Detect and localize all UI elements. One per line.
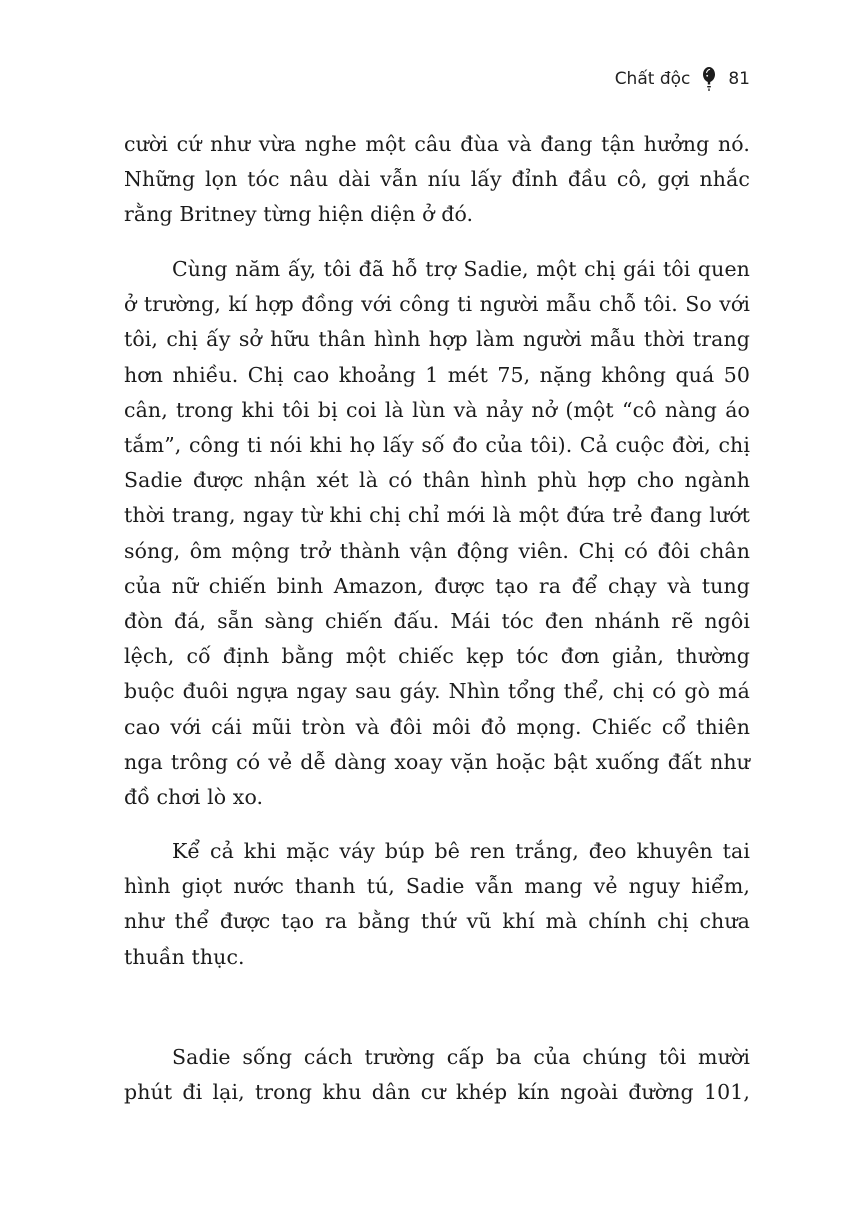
text-line: sóng, ôm mộng trở thành vận động viên. Chị có đôi chân bbox=[124, 538, 750, 563]
text-line: buộc đuôi ngựa ngay sau gáy. Nhìn tổng thể, chị có gò má bbox=[124, 679, 750, 704]
text-line: ở trường, kí hợp đồng với công ti người mẫu chỗ tôi. So với bbox=[124, 292, 750, 317]
text-line: cười cứ như vừa nghe một câu đùa và đang tận hưởng nó. bbox=[124, 132, 750, 156]
text-line: Sadie được nhận xét là có thân hình phù hợp cho ngành bbox=[124, 468, 750, 493]
text-line: rằng Britney từng hiện diện ở đó. bbox=[124, 202, 474, 227]
poison-drop-icon bbox=[702, 66, 716, 92]
text-line: tôi, chị ấy sở hữu thân hình hợp làm người mẫu thời trang bbox=[124, 327, 750, 352]
text-line: đồ chơi lò xo. bbox=[124, 785, 264, 810]
text-line: như thể được tạo ra bằng thứ vũ khí mà chính chị chưa bbox=[124, 909, 750, 934]
text-line: cân, trong khi tôi bị coi là lùn và nảy nở (một “cô nàng áo bbox=[124, 397, 750, 422]
text-line: Cùng năm ấy, tôi đã hỗ trợ Sadie, một chị gái tôi quen bbox=[172, 257, 750, 281]
running-header bbox=[615, 66, 750, 92]
text-line: đòn đá, sẵn sàng chiến đấu. Mái tóc đen nhánh rẽ ngôi bbox=[124, 609, 750, 634]
text-line: phút đi lại, trong khu dân cư khép kín ngoài đường 101, bbox=[124, 1080, 750, 1105]
paragraph-new-section bbox=[124, 1040, 750, 1110]
paragraph-white-dress bbox=[124, 834, 750, 975]
page-number: 81 bbox=[728, 69, 750, 89]
text-line: Những lọn tóc nâu dài vẫn níu lấy đỉnh đầu cô, gợi nhắc bbox=[124, 167, 750, 192]
text-line: cao với cái mũi tròn và đôi môi đỏ mọng. Chiếc cổ thiên bbox=[124, 714, 750, 739]
text-line: của nữ chiến binh Amazon, được tạo ra để chạy và tung bbox=[124, 573, 750, 598]
text-line: hơn nhiều. Chị cao khoảng 1 mét 75, nặng không quá 50 bbox=[124, 362, 750, 387]
text-line: tắm”, công ti nói khi họ lấy số đo của tôi). Cả cuộc đời, chị bbox=[124, 433, 750, 458]
text-line: thuần thục. bbox=[124, 944, 245, 969]
chapter-title: Chất độc bbox=[614, 69, 691, 89]
text-line: Kể cả khi mặc váy búp bê ren trắng, đeo khuyên tai bbox=[172, 839, 750, 863]
text-line: thời trang, ngay từ khi chị chỉ mới là một đứa trẻ đang lướt bbox=[124, 503, 750, 528]
paragraph-continuation bbox=[124, 127, 750, 233]
text-line: Sadie sống cách trường cấp ba của chúng tôi mười bbox=[172, 1045, 750, 1069]
text-line: nga trông có vẻ dễ dàng xoay vặn hoặc bật xuống đất như bbox=[124, 749, 750, 774]
text-line: lệch, cố định bằng một chiếc kẹp tóc đơn giản, thường bbox=[124, 644, 750, 669]
text-line: hình giọt nước thanh tú, Sadie vẫn mang vẻ nguy hiểm, bbox=[124, 874, 750, 899]
paragraph-sadie-description bbox=[124, 252, 750, 815]
